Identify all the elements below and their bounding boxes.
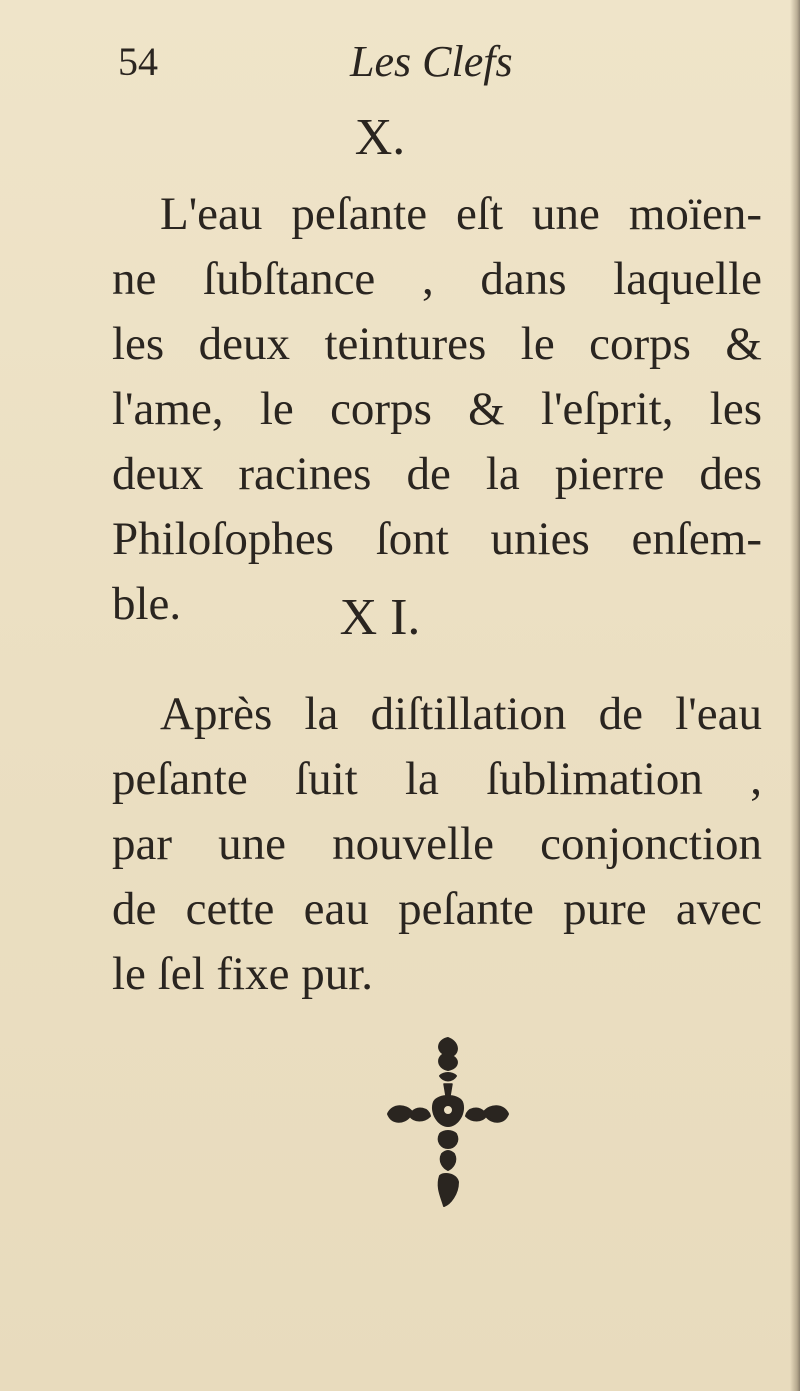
paragraph-line: les deux teintures le corps & — [112, 318, 762, 370]
page-number: 54 — [118, 39, 158, 84]
section-xi-paragraph — [112, 682, 762, 1007]
paragraph-line: l'ame, le corps & l'eſprit, les — [112, 383, 762, 435]
running-head: Les Clefs — [350, 37, 513, 86]
paragraph-line: de cette eau peſante pure avec — [112, 883, 762, 935]
section-heading-xi: X I. — [339, 589, 421, 646]
paragraph-line: peſante ſuit la ſublimation , — [112, 753, 762, 805]
paragraph-line: par une nouvelle conjonction — [112, 818, 762, 870]
paragraph-line: ble. — [112, 578, 182, 630]
paragraph-line: ne ſubſtance , dans laquelle — [112, 253, 762, 305]
paragraph-line: L'eau peſante eſt une moïen- — [160, 188, 762, 240]
section-x-paragraph — [112, 182, 762, 637]
paragraph-line: Après la diſtillation de l'eau — [160, 688, 762, 740]
section-heading-x: X. — [354, 109, 406, 166]
page-edge-shadow — [790, 0, 800, 1391]
paragraph-line: Philoſophes ſont unies enſem- — [112, 513, 762, 565]
paragraph-line: le ſel fixe pur. — [112, 948, 374, 1000]
paragraph-line: deux racines de la pierre des — [112, 448, 762, 500]
fleuron-cross-ornament-icon — [378, 1030, 518, 1210]
